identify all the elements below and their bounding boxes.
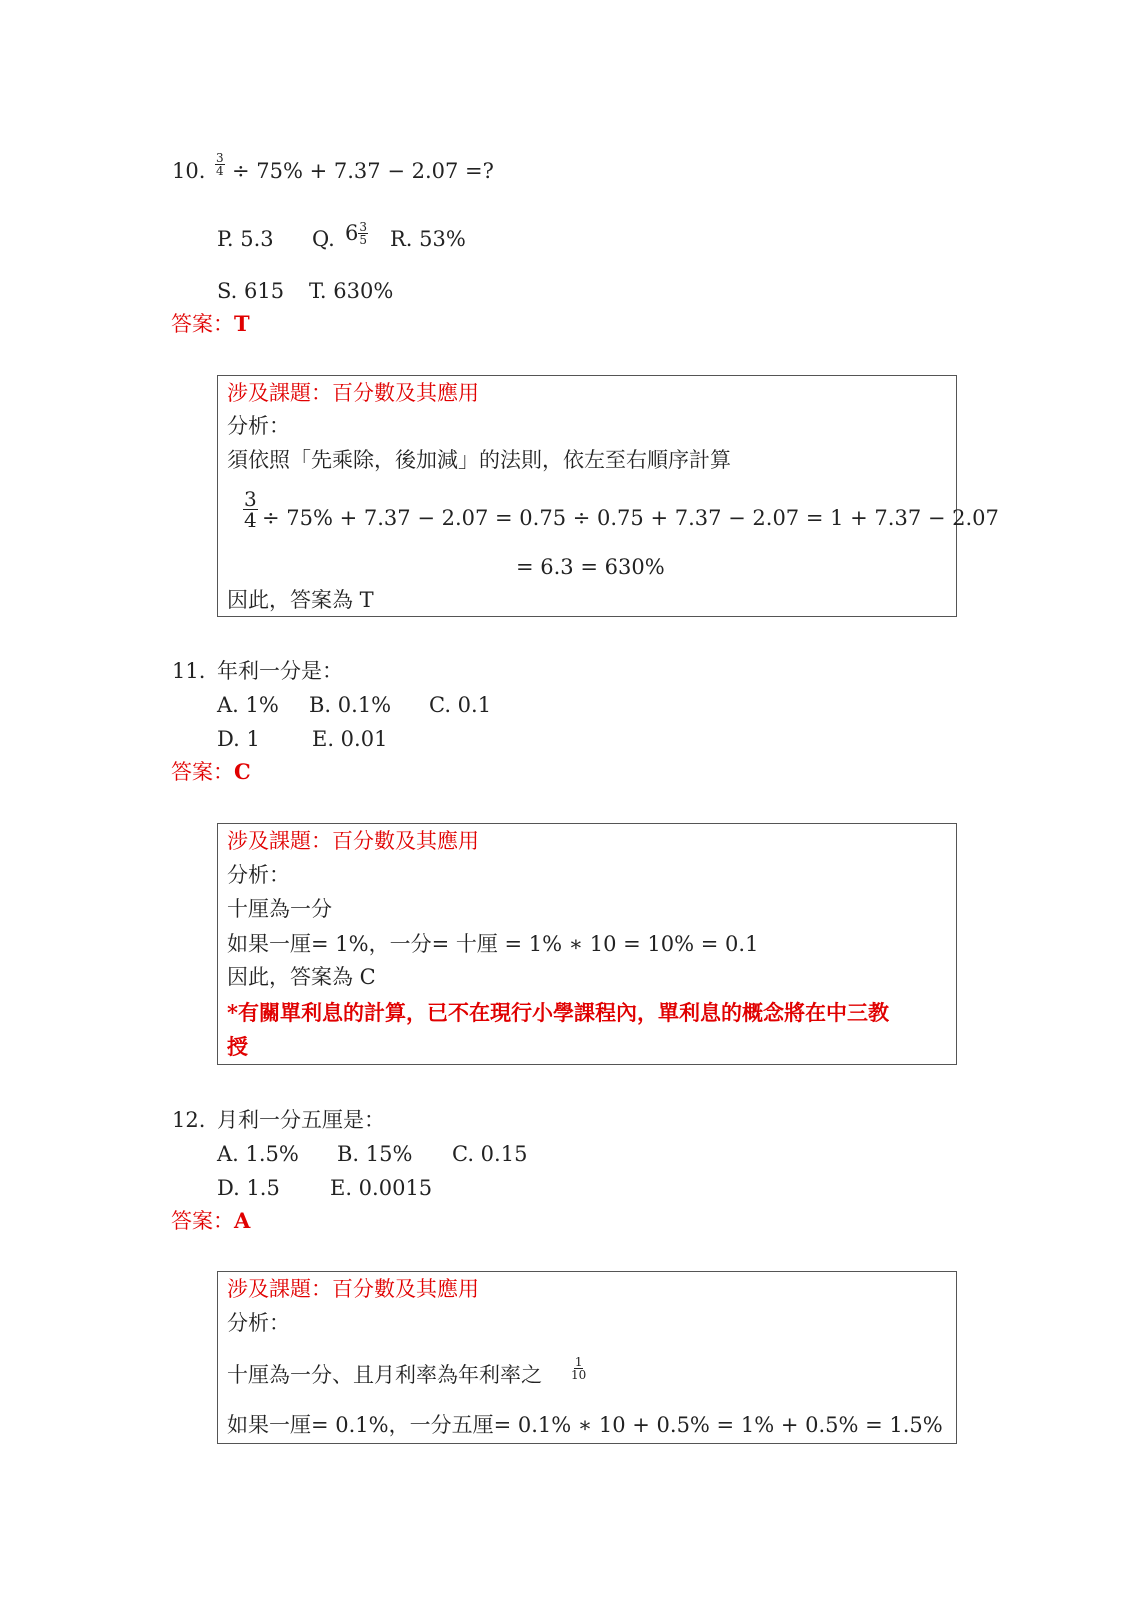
- analysis-line: 須依照「先乘除，後加減」的法則，依左至右順序計算: [227, 448, 731, 472]
- analysis-note-continued: 授: [227, 1034, 248, 1059]
- analysis-conclusion: 因此，答案為 T: [227, 588, 374, 612]
- question-expression: ÷ 75% + 7.37 − 2.07 =?: [232, 159, 494, 183]
- option-r: R. 53%: [390, 227, 466, 251]
- calc-line-1: ÷ 75% + 7.37 − 2.07 = 0.75 ÷ 0.75 + 7.37 − 2.07 = 1 + 7.37 − 2.07: [262, 506, 999, 530]
- analysis-topic: 涉及課題：百分數及其應用: [227, 1277, 479, 1301]
- answer-line: 答案：C: [171, 759, 251, 784]
- question-number: 11.: [172, 659, 206, 683]
- option-d: D. 1.5: [217, 1176, 280, 1200]
- analysis-conclusion: 因此，答案為 C: [227, 965, 376, 989]
- option-e: E. 0.0015: [330, 1176, 433, 1200]
- analysis-line: 十厘為一分: [227, 897, 332, 921]
- analysis-label: 分析：: [227, 1311, 290, 1335]
- analysis-label: 分析：: [227, 863, 290, 887]
- option-c: C. 0.15: [452, 1142, 528, 1166]
- question-text: 年利一分是：: [217, 659, 343, 683]
- option-a: A. 1%: [217, 693, 279, 717]
- analysis-line: 十厘為一分、且月利率為年利率之: [227, 1363, 542, 1387]
- option-b: B. 15%: [337, 1142, 413, 1166]
- question-text: 月利一分五厘是：: [217, 1108, 385, 1132]
- option-t: T. 630%: [309, 279, 394, 303]
- option-c: C. 0.1: [429, 693, 492, 717]
- analysis-calc: 如果一厘= 0.1%，一分五厘= 0.1% ∗ 10 + 0.5% = 1% + 0.5% = 1.5%: [227, 1413, 943, 1437]
- analysis-label: 分析：: [227, 414, 290, 438]
- calc-line-2: = 6.3 = 630%: [516, 555, 665, 579]
- option-q-prefix: Q.: [312, 227, 335, 251]
- analysis-box: [217, 1271, 957, 1444]
- analysis-box: [217, 375, 999, 617]
- question-fraction: $\frac{3}{4}$: [216, 151, 224, 178]
- option-a: A. 1.5%: [217, 1142, 299, 1166]
- analysis-box: [217, 823, 957, 1065]
- answer-line: 答案：A: [171, 1208, 251, 1233]
- option-q-mixed-number: 6 $\frac{3}{5}$: [345, 220, 368, 247]
- option-p: P. 5.3: [217, 227, 274, 251]
- option-e: E. 0.01: [312, 727, 388, 751]
- option-d: D. 1: [217, 727, 260, 751]
- answer-line: 答案：T: [171, 311, 250, 336]
- option-s: S. 615: [217, 279, 285, 303]
- question-number: 12.: [172, 1108, 206, 1132]
- question-number: 10.: [172, 159, 206, 183]
- analysis-fraction: $\frac{1}{10}$: [571, 1355, 587, 1382]
- calc-fraction: $\frac{3}{4}$: [244, 487, 257, 532]
- analysis-calc: 如果一厘= 1%，一分= 十厘 = 1% ∗ 10 = 10% = 0.1: [227, 932, 759, 956]
- analysis-topic: 涉及課題：百分數及其應用: [227, 829, 479, 853]
- analysis-topic: 涉及課題：百分數及其應用: [227, 381, 479, 405]
- analysis-note: *有關單利息的計算，已不在現行小學課程內，單利息的概念將在中三教: [227, 1000, 889, 1025]
- option-b: B. 0.1%: [309, 693, 392, 717]
